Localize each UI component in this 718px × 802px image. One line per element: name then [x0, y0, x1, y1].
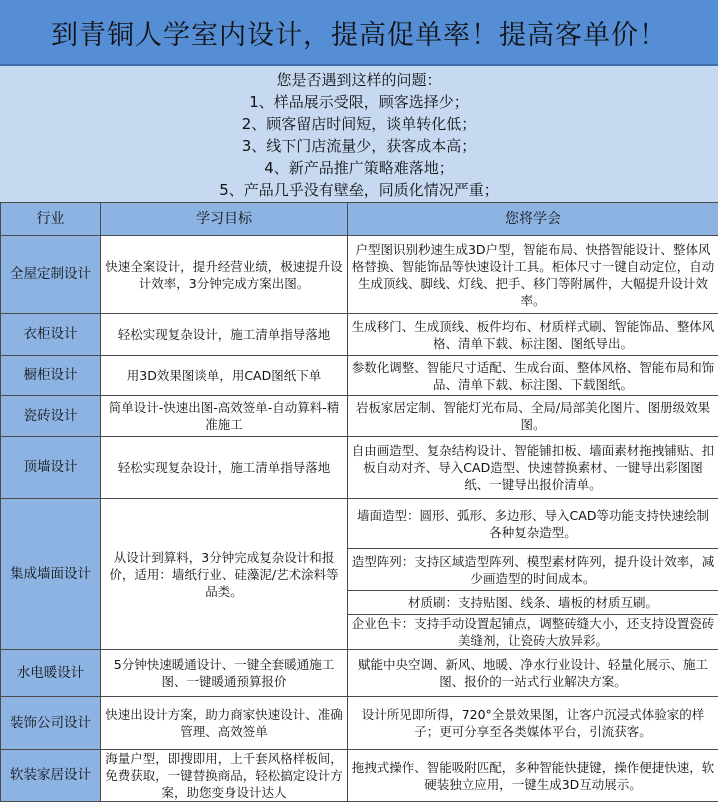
- table-row: [1, 314, 718, 356]
- industry-cell: 集成墙面设计: [1, 499, 101, 650]
- industry-cell: 装饰公司设计: [1, 697, 101, 750]
- table-row: [1, 236, 718, 314]
- industry-cell: 衣柜设计: [1, 314, 101, 356]
- learn-cell: 企业色卡：支持手动设置起铺点，调整砖缝大小，还支持设置瓷砖美缝剂，让瓷砖大放异彩。: [348, 615, 718, 650]
- industry-cell: 橱柜设计: [1, 356, 101, 396]
- goal-cell: 轻松实现复杂设计，施工清单指导落地: [101, 314, 348, 356]
- industry-cell: 软装家居设计: [1, 750, 101, 802]
- goal-cell: 快速全案设计，提升经营业绩，极速提升设计效率，3分钟完成方案出图。: [101, 236, 348, 314]
- course-table: [0, 202, 718, 802]
- problem-item: 1、样品展示受限，顾客选择少；: [0, 91, 718, 113]
- learn-cell: 赋能中央空调、新风、地暖、净水行业设计、轻量化展示、施工图、报价的一站式行业解决方案。: [348, 650, 718, 697]
- industry-cell: 顶墙设计: [1, 437, 101, 499]
- goal-cell: 海量户型，即搜即用，上千套风格样板间，免费获取，一键替换商品，轻松搞定设计方案，助您变身设计达人: [101, 750, 348, 802]
- goal-cell: 从设计到算料，3分钟完成复杂设计和报价，适用：墙纸行业、硅藻泥/艺术涂料等品类。: [101, 499, 348, 650]
- header-industry: 行业: [1, 203, 101, 236]
- header-goal: 学习目标: [101, 203, 348, 236]
- industry-cell: 水电暖设计: [1, 650, 101, 697]
- learn-cell: 造型阵列：支持区域造型阵列、模型素材阵列，提升设计效率，减少画造型的时间成本。: [348, 549, 718, 591]
- problems-section: [0, 66, 718, 202]
- table-row: [1, 437, 718, 499]
- table-row: [1, 499, 718, 549]
- learn-cell: 设计所见即所得，720°全景效果图，让客户沉浸式体验家的样子；更可分享至各类媒体平台，引流获客。: [348, 697, 718, 750]
- problem-item: 5、产品几乎没有壁垒，同质化情况严重；: [0, 179, 718, 201]
- header-learn: 您将学会: [348, 203, 718, 236]
- goal-cell: 5分钟快速暖通设计、一键全套暖通施工图、一键暖通预算报价: [101, 650, 348, 697]
- problems-heading: 您是否遇到这样的问题：: [0, 69, 718, 91]
- table-row: [1, 396, 718, 437]
- table-row: [1, 750, 718, 802]
- goal-cell: 轻松实现复杂设计，施工清单指导落地: [101, 437, 348, 499]
- problem-item: 4、新产品推广策略难落地；: [0, 157, 718, 179]
- goal-cell: 简单设计-快速出图-高效签单-自动算料-精准施工: [101, 396, 348, 437]
- learn-cell: 生成移门、生成顶线、板件均布、材质样式刷、智能饰品、整体风格、清单下载、标注图、图纸导出。: [348, 314, 718, 356]
- learn-cell: 墙面造型：圆形、弧形、多边形、导入CAD等功能支持快速绘制各种复杂造型。: [348, 499, 718, 549]
- learn-cell: 拖拽式操作、智能吸附匹配，多种智能快捷键，操作便捷快速，软硬装独立应用，一键生成3D互动展示。: [348, 750, 718, 802]
- table-row: [1, 697, 718, 750]
- table-header-row: [1, 203, 718, 236]
- goal-cell: 快速出设计方案，助力商家快速设计、准确管理、高效签单: [101, 697, 348, 750]
- page-title: 到青铜人学室内设计，提高促单率！提高客单价！: [0, 0, 718, 66]
- learn-cell: 自由画造型、复杂结构设计、智能铺扣板、墙面素材拖拽铺贴、扣板自动对齐、导入CAD造型、快速替换素材、一键导出彩图图纸、一键导出报价清单。: [348, 437, 718, 499]
- problem-item: 2、顾客留店时间短，谈单转化低；: [0, 113, 718, 135]
- problem-item: 3、线下门店流量少，获客成本高；: [0, 135, 718, 157]
- industry-cell: 全屋定制设计: [1, 236, 101, 314]
- learn-cell: 岩板家居定制、智能灯光布局、全局/局部美化图片、图册级效果图。: [348, 396, 718, 437]
- learn-cell: 参数化调整、智能尺寸适配、生成台面、整体风格、智能布局和饰品、清单下载、标注图、下载图纸。: [348, 356, 718, 396]
- learn-cell: 材质刷：支持贴图、线条、墙板的材质互刷。: [348, 591, 718, 615]
- industry-cell: 瓷砖设计: [1, 396, 101, 437]
- table-row: [1, 356, 718, 396]
- learn-cell: 户型图识别秒速生成3D户型，智能布局、快搭智能设计、整体风格替换、智能饰品等快速设计工具。柜体尺寸一键自动定位，自动生成顶线、脚线、灯线、把手、移门等附属件，大幅提升设计效率。: [348, 236, 718, 314]
- goal-cell: 用3D效果图谈单，用CAD图纸下单: [101, 356, 348, 396]
- table-row: [1, 650, 718, 697]
